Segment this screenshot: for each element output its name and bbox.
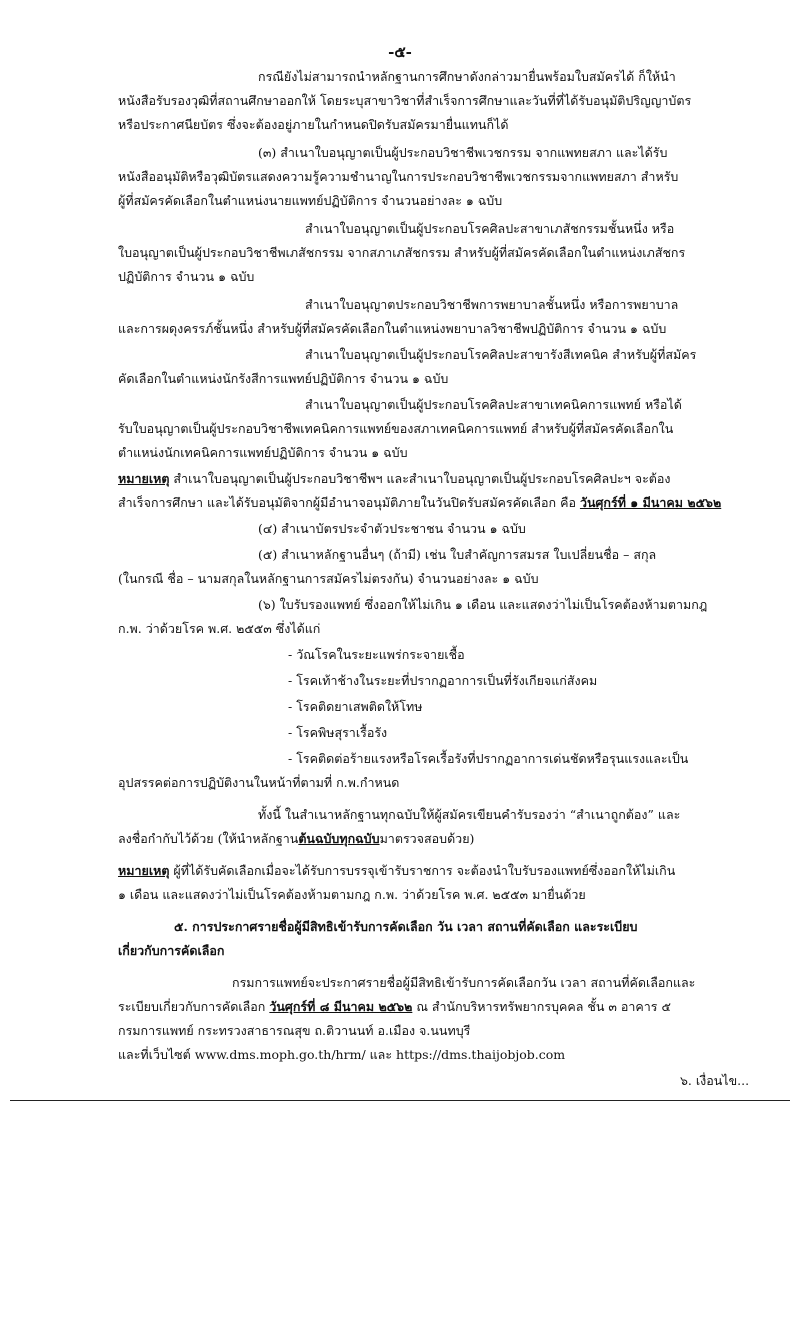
list-item: - โรคติดต่อร้ายแรงหรือโรคเรื้อรังที่ปรากฏอาการเด่นชัดหรือรุนแรงและเป็น <box>288 751 689 766</box>
text-line: สำเนาใบอนุญาตเป็นผู้ประกอบโรคศิลปะสาขาเทคนิคการแพทย์ หรือได้ <box>305 397 682 412</box>
text-line: (๓) สำเนาใบอนุญาตเป็นผู้ประกอบวิชาชีพเวชกรรม จากแพทยสภา และได้รับ <box>258 145 668 160</box>
note-text: สำเนาใบอนุญาตเป็นผู้ประกอบวิชาชีพฯ และสำเนาใบอนุญาตเป็นผู้ประกอบโรคศิลปะฯ จะต้อง <box>169 471 671 486</box>
text-line: (๖) ใบรับรองแพทย์ ซึ่งออกให้ไม่เกิน ๑ เดือน และแสดงว่าไม่เป็นโรคต้องห้ามตามกฎ <box>258 597 708 612</box>
list-item: - โรคพิษสุราเรื้อรัง <box>288 725 388 740</box>
section-heading: ๕. การประกาศรายชื่อผู้มีสิทธิเข้ารับการคัดเลือก วัน เวลา สถานที่คัดเลือก และระเบียบ <box>174 919 638 934</box>
text-line: ผู้ที่สมัครคัดเลือกในตำแหน่งนายแพทย์ปฏิบัติการ จำนวนอย่างละ ๑ ฉบับ <box>118 193 503 208</box>
text-part: ลงชื่อกำกับไว้ด้วย (ให้นำหลักฐาน <box>118 831 299 846</box>
text-line: และที่เว็บไซต์ www.dms.moph.go.th/hrm/ และ https://dms.thaijobjob.com <box>118 1047 566 1062</box>
note-line <box>118 861 675 881</box>
text-line: คัดเลือกในตำแหน่งนักรังสีการแพทย์ปฏิบัติการ จำนวน ๑ ฉบับ <box>118 371 449 386</box>
text-line: (๕) สำเนาหลักฐานอื่นๆ (ถ้ามี) เช่น ใบสำคัญการสมรส ใบเปลี่ยนชื่อ – สกุล <box>258 547 657 562</box>
text-line: ๑ เดือน และแสดงว่าไม่เป็นโรคต้องห้ามตามกฎ ก.พ. ว่าด้วยโรค พ.ศ. ๒๕๕๓ มายื่นด้วย <box>118 887 586 902</box>
note-label: หมายเหตุ <box>118 863 170 878</box>
section-heading: เกี่ยวกับการคัดเลือก <box>118 943 225 958</box>
text-line: สำเนาใบอนุญาตประกอบวิชาชีพการพยาบาลชั้นหนึ่ง หรือการพยาบาล <box>305 297 679 312</box>
text-line <box>118 997 671 1017</box>
text-line: รับใบอนุญาตเป็นผู้ประกอบวิชาชีพเทคนิคการแพทย์ของสภาเทคนิคการแพทย์ สำหรับผู้ที่สมัครคัดเลือกใน <box>118 421 674 436</box>
deadline-date: วันศุกร์ที่ ๑ มีนาคม ๒๕๖๒ <box>579 495 722 510</box>
text-line: ก.พ. ว่าด้วยโรค พ.ศ. ๒๕๕๓ ซึ่งได้แก่ <box>118 621 321 636</box>
text-line: กรมการแพทย์ กระทรวงสาธารณสุข ถ.ติวานนท์ อ.เมือง จ.นนทบุรี <box>118 1023 471 1038</box>
text-part: ต้นฉบับทุกฉบับ <box>298 831 380 846</box>
text-line: สำเนาใบอนุญาตเป็นผู้ประกอบโรคศิลปะสาขารังสีเทคนิค สำหรับผู้ที่สมัคร <box>305 347 697 362</box>
text-line: ใบอนุญาตเป็นผู้ประกอบวิชาชีพเภสัชกรรม จากสภาเภสัชกรรม สำหรับผู้ที่สมัครคัดเลือกในตำแหน่งเภสัชกร <box>118 245 686 260</box>
page-number: -๕- <box>388 43 412 61</box>
text-line: (ในกรณี ชื่อ – นามสกุลในหลักฐานการสมัครไม่ตรงกัน) จำนวนอย่างละ ๑ ฉบับ <box>118 571 539 586</box>
text-part: มาตรวจสอบด้วย) <box>379 831 475 846</box>
note-text: ผู้ที่ได้รับคัดเลือกเมื่อจะได้รับการบรรจุเข้ารับราชการ จะต้องนำใบรับรองแพทย์ซึ่งออกให้ไม่เกิน <box>169 863 676 878</box>
text-line: หนังสือรับรองวุฒิที่สถานศึกษาออกให้ โดยระบุสาขาวิชาที่สำเร็จการศึกษาและวันที่ที่ได้รับอนุมัติปริญญาบัตร <box>118 93 692 108</box>
text-line: อุปสรรคต่อการปฏิบัติงานในหน้าที่ตามที่ ก.พ.กำหนด <box>118 775 400 790</box>
text-line: สำเนาใบอนุญาตเป็นผู้ประกอบโรคศิลปะสาขาเภสัชกรรมชั้นหนึ่ง หรือ <box>305 221 675 236</box>
text-line: ทั้งนี้ ในสำเนาหลักฐานทุกฉบับให้ผู้สมัครเขียนคำรับรองว่า “สำเนาถูกต้อง” และ <box>258 807 681 822</box>
text-line <box>118 829 474 849</box>
continuation-text: ๖. เงื่อนไข... <box>680 1073 750 1088</box>
text-line <box>118 493 721 513</box>
text-part: สำเร็จการศึกษา และได้รับอนุมัติจากผู้มีอำนาจอนุมัติภายในวันปิดรับสมัครคัดเลือก คือ <box>118 495 580 510</box>
text-line: และการผดุงครรภ์ชั้นหนึ่ง สำหรับผู้ที่สมัครคัดเลือกในตำแหน่งพยาบาลวิชาชีพปฏิบัติการ จำนวน ๑ ฉบับ <box>118 321 667 336</box>
list-item: - วัณโรคในระยะแพร่กระจายเชื้อ <box>288 647 465 662</box>
text-line: ตำแหน่งนักเทคนิคการแพทย์ปฏิบัติการ จำนวน ๑ ฉบับ <box>118 445 408 460</box>
list-item: - โรคเท้าช้างในระยะที่ปรากฏอาการเป็นที่รังเกียจแก่สังคม <box>288 673 598 688</box>
text-line: (๔) สำเนาบัตรประจำตัวประชาชน จำนวน ๑ ฉบับ <box>258 521 526 536</box>
note-line <box>118 469 671 489</box>
text-line: หรือประกาศนียบัตร ซึ่งจะต้องอยู่ภายในกำหนดปิดรับสมัครมายื่นแทนก็ได้ <box>118 117 509 132</box>
bottom-divider <box>10 1100 790 1101</box>
text-line: ปฏิบัติการ จำนวน ๑ ฉบับ <box>118 269 255 284</box>
announcement-date: วันศุกร์ที่ ๘ มีนาคม ๒๕๖๒ <box>269 999 413 1014</box>
note-label: หมายเหตุ <box>118 471 170 486</box>
list-item: - โรคติดยาเสพติดให้โทษ <box>288 699 423 714</box>
text-line: กรณียังไม่สามารถนำหลักฐานการศึกษาดังกล่าวมายื่นพร้อมใบสมัครได้ ก็ให้นำ <box>258 69 676 84</box>
text-part: ระเบียบเกี่ยวกับการคัดเลือก <box>118 999 270 1014</box>
text-line: หนังสืออนุมัติหรือวุฒิบัตรแสดงความรู้ความชำนาญในการประกอบวิชาชีพเวชกรรมจากแพทยสภา สำหรับ <box>118 169 679 184</box>
text-line: กรมการแพทย์จะประกาศรายชื่อผู้มีสิทธิเข้ารับการคัดเลือกวัน เวลา สถานที่คัดเลือกและ <box>232 975 696 990</box>
text-part: ณ สำนักบริหารทรัพยากรบุคคล ชั้น ๓ อาคาร ๕ <box>412 999 671 1014</box>
